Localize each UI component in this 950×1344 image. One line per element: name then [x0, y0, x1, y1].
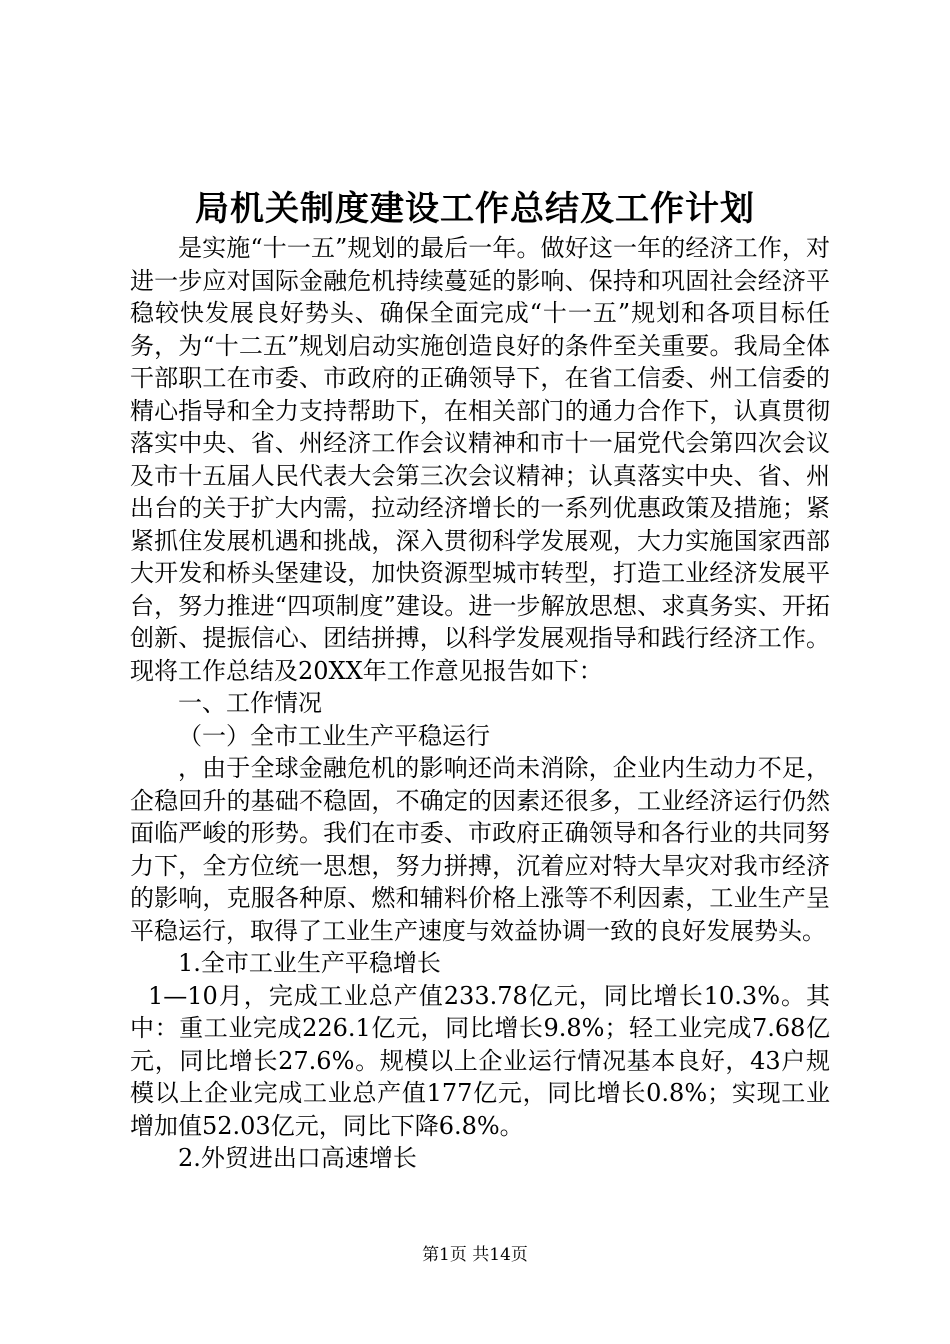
paragraph-industry: ，由于全球金融危机的影响还尚未消除，企业内生动力不足，企稳回升的基础不稳固，不确定的因素还很多，工业经济运行仍然面临严峻的形势。我们在市委、市政府正确领导和各行业的共同努力下，全方位统一思想，努力拼搏，沉着应对特大旱灾对我市经济的影响，克服各种原、燃和辅料价格上涨等不利因素，工业生产呈平稳运行，取得了工业生产速度与效益协调一致的良好发展势头。 [130, 754, 830, 945]
document-title: 局机关制度建设工作总结及工作计划 [195, 189, 755, 229]
paragraph-output: 1—10月，完成工业总产值233.78亿元，同比增长10.3%。其中：重工业完成226.1亿元，同比增长9.8%；轻工业完成7.68亿元，同比增长27.6%。规模以上企业运行情况基本良好，43户规模以上企业完成工业总产值177亿元，同比增长0.8%；实现工业增加值52.03亿元，同比下降6.8%。 [130, 981, 830, 1140]
paragraph-intro: 是实施“十一五”规划的最后一年。做好这一年的经济工作，对进一步应对国际金融危机持续蔓延的影响、保持和巩固社会经济平稳较快发展良好势头、确保全面完成“十一五”规划和各项目标任务，为“十二五”规划启动实施创造良好的条件至关重要。我局全体干部职工在市委、市政府的正确领导下，在省工信委、州工信委的精心指导和全力支持帮助下，在相关部门的通力合作下，认真贯彻落实中央、省、州经济工作会议精神和市十一届党代会第四次会议及市十五届人民代表大会第三次会议精神；认真落实中央、省、州出台的关于扩大内需，拉动经济增长的一系列优惠政策及措施；紧紧抓住发展机遇和挑战，深入贯彻科学发展观，大力实施国家西部大开发和桥头堡建设，加快资源型城市转型，打造工业经济发展平台，努力推进“四项制度”建设。进一步解放思想、求真务实、开拓创新、提振信心、团结拼搏，以科学发展观指导和践行经济工作。现将工作总结及20XX年工作意见报告如下： [130, 234, 830, 685]
document-body [130, 232, 830, 1175]
item-heading-2: 2.外贸进出口高速增长 [178, 1144, 417, 1172]
item-heading-1: 1.全市工业生产平稳增长 [178, 949, 441, 977]
page-footer: 第1页 共14页 [422, 1245, 528, 1265]
section-heading-1: 一、工作情况 [178, 689, 322, 717]
subsection-heading-1: （一）全市工业生产平稳运行 [178, 721, 490, 750]
